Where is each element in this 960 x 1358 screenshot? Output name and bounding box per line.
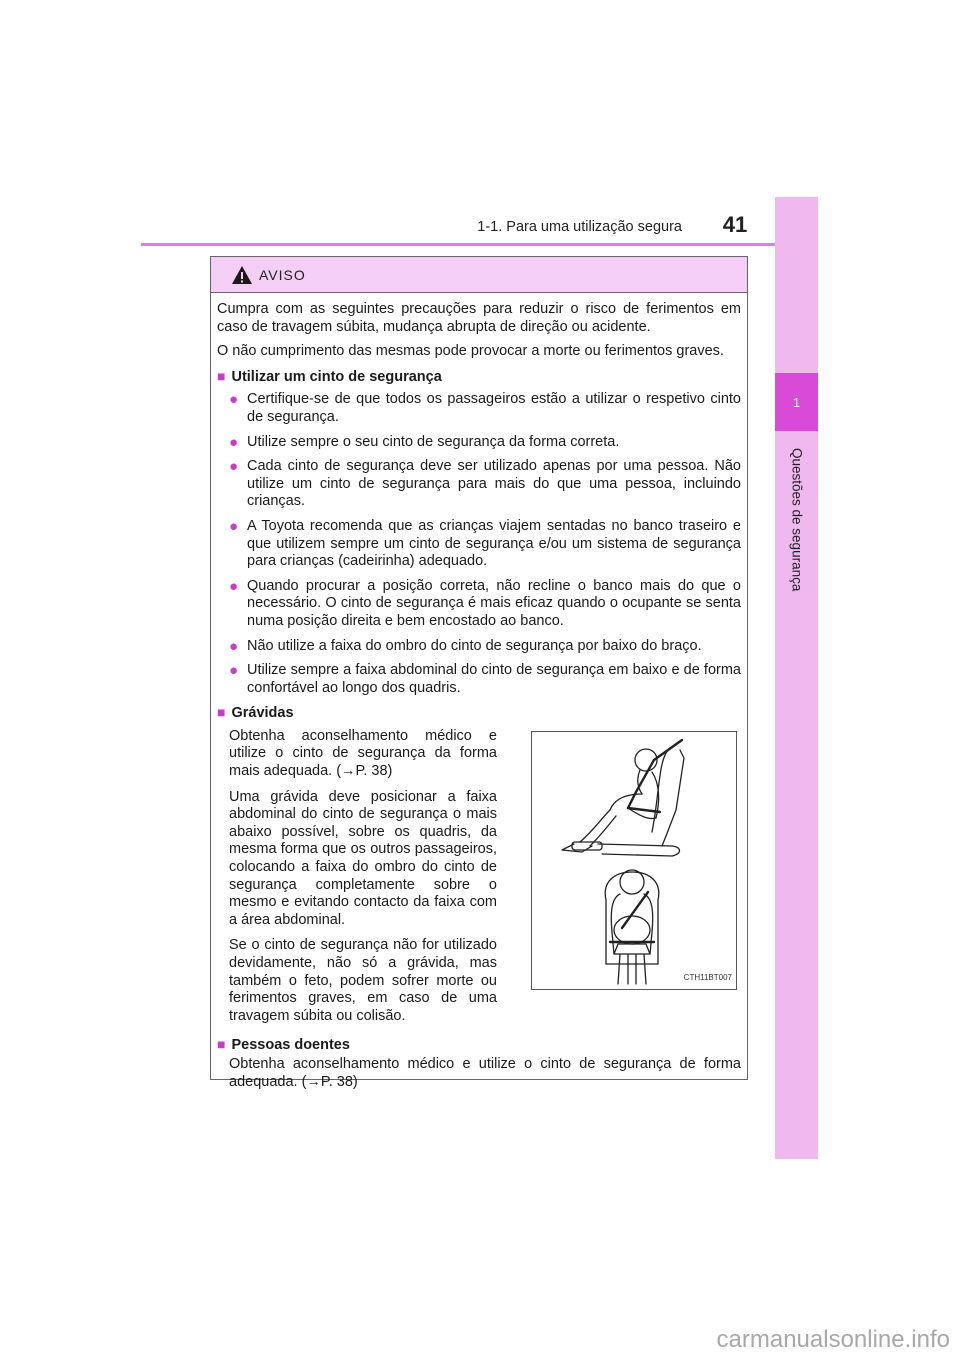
list-item	[217, 434, 741, 452]
list-item-text: Utilize sempre o seu cinto de segurança da forma correta.	[247, 433, 620, 450]
pregnant-seatbelt-illustration	[531, 731, 737, 990]
pregnant-text	[229, 728, 497, 1034]
intro-paragraph: Cumpra com as seguintes precauções para reduzir o risco de ferimentos em caso de travagem súbita, mudança abrupta de direção ou acidente.	[217, 301, 741, 335]
header-rule	[141, 243, 818, 246]
list-item	[217, 638, 741, 656]
watermark: carmanualsonline.info	[716, 1326, 950, 1353]
pregnant-paragraph: Uma grávida deve posicionar a faixa abdominal do cinto de segurança o mais abaixo possível, sobre os quadris, da mesma forma que os outros passageiros, colocando a faixa do ombro do cinto de segurança completamente sobre o mesmo e evitando contacto da faixa com a área abdominal.	[229, 788, 497, 928]
chapter-side-tab	[775, 197, 818, 1159]
circle-bullet-icon: ●	[229, 433, 239, 451]
list-item-text: Quando procurar a posição correta, não recline o banco mais do que o necessário. O cinto de segurança é mais eficaz quando o ocupante se senta numa posição direita e bem encostado ao banco.	[247, 577, 741, 629]
page-number: 41	[722, 212, 748, 237]
list-item	[217, 391, 741, 426]
pregnant-paragraph: Se o cinto de segurança não for utilizado devidamente, não só a grávida, mas também o feto, podem sofrer morte ou ferimentos graves, em caso de uma travagem súbita ou colisão.	[229, 937, 497, 1024]
heading-seatbelt-label: Utilizar um cinto de segurança	[231, 368, 442, 385]
chapter-title-vertical: Questões de segurança	[789, 448, 805, 592]
list-item-text: Cada cinto de segurança deve ser utilizado apenas por uma pessoa. Não utilize um cinto de segurança para mais do que uma pessoa, incluindo crianças.	[247, 458, 741, 510]
pregnant-paragraph: Obtenha aconselhamento médico e utilize o cinto de segurança da forma mais adequada. (→P. 38)	[229, 727, 497, 780]
list-item-text: Utilize sempre a faixa abdominal do cinto de segurança em baixo e de forma confortável ao longo dos quadris.	[247, 662, 741, 696]
circle-bullet-icon: ●	[229, 637, 239, 655]
sick-paragraph: Obtenha aconselhamento médico e utilize o cinto de segurança de forma adequada. (→P. 38)	[229, 1056, 741, 1091]
intro-paragraph: O não cumprimento das mesmas pode provocar a morte ou ferimentos graves.	[217, 343, 724, 360]
square-bullet-icon: ■	[217, 704, 226, 721]
list-item-text: Certifique-se de que todos os passageiros estão a utilizar o respetivo cinto de segurança.	[247, 391, 741, 425]
warning-header	[211, 257, 747, 293]
circle-bullet-icon: ●	[229, 458, 239, 476]
list-item	[217, 458, 741, 511]
section-title: 1-1. Para uma utilização segura	[477, 219, 682, 235]
heading-sick-label: Pessoas doentes	[231, 1036, 350, 1053]
chapter-number-tab: 1	[775, 373, 818, 431]
list-item-text: A Toyota recomenda que as crianças viajem sentadas no banco traseiro e que utilizem sempre um cinto de segurança e/ou um sistema de segurança para crianças (cadeirinha) adequado.	[247, 517, 741, 570]
warning-box	[210, 256, 748, 1091]
square-bullet-icon: ■	[217, 367, 226, 384]
warning-title: AVISO	[259, 266, 306, 283]
circle-bullet-icon: ●	[229, 517, 239, 535]
list-item-text: Não utilize a faixa do ombro do cinto de segurança por baixo do braço.	[247, 637, 702, 654]
heading-pregnant-label: Grávidas	[231, 705, 294, 722]
heading-sick	[217, 1036, 741, 1055]
list-item	[217, 662, 741, 697]
warning-triangle-icon	[231, 265, 253, 285]
illustration-code: CTH11BT007	[683, 973, 732, 983]
circle-bullet-icon: ●	[229, 577, 239, 595]
circle-bullet-icon: ●	[229, 662, 239, 680]
pregnant-section	[217, 728, 741, 1030]
heading-seatbelt	[217, 368, 741, 387]
circle-bullet-icon: ●	[229, 391, 239, 409]
warning-body	[211, 293, 747, 1092]
square-bullet-icon: ■	[217, 1035, 226, 1052]
list-item	[217, 518, 741, 571]
heading-pregnant	[217, 704, 741, 723]
list-item	[217, 578, 741, 631]
